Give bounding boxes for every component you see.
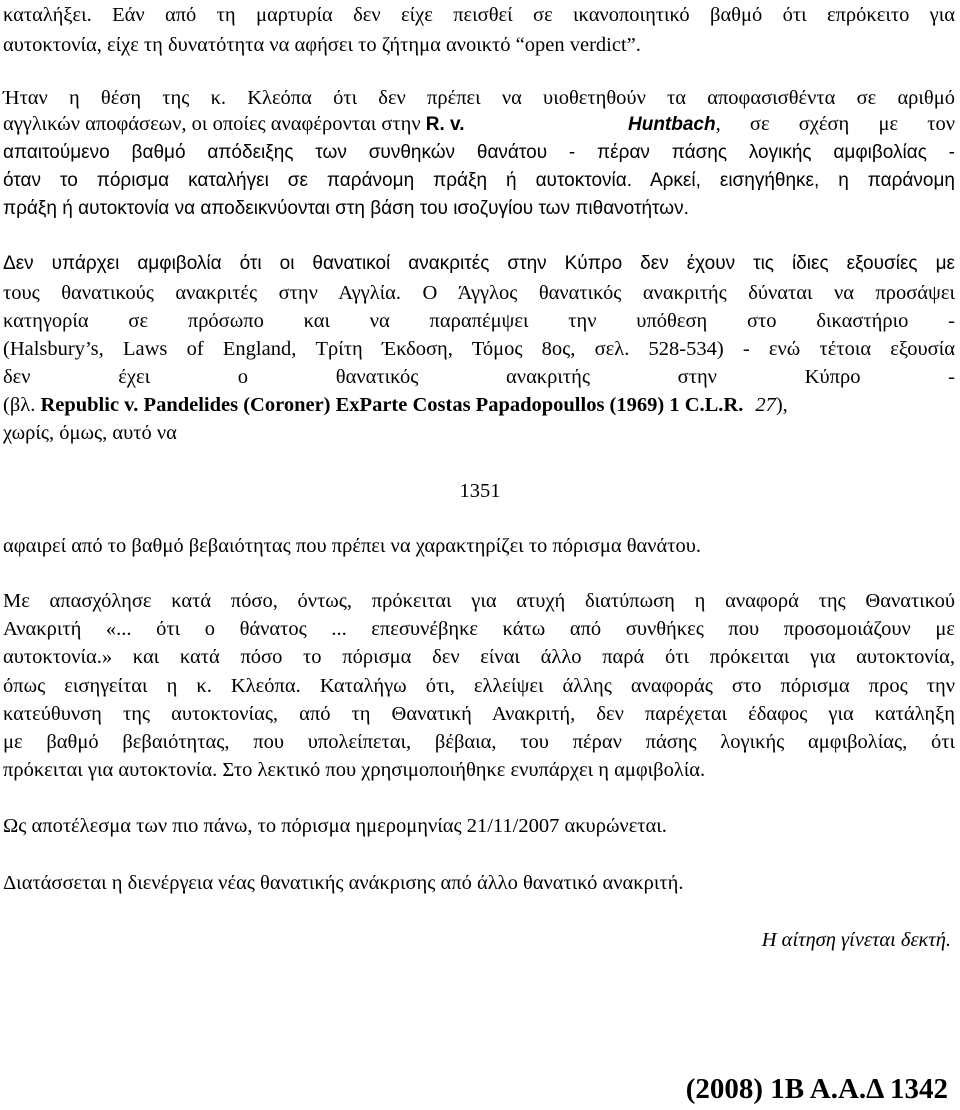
text-line: κατηγορία σε πρόσωπο και να παραπέμψει την υπόθεση στο δικαστήριο - — [3, 310, 955, 332]
text-span: ), — [775, 394, 788, 416]
text-line: χωρίς, όμως, αυτό να — [3, 422, 177, 444]
citation-page: 27 — [755, 394, 776, 416]
text-span: , σε σχέση με τον — [715, 113, 955, 135]
text-line: όταν το πόρισμα καταλήγει σε παράνομη πράξη ή αυτοκτονία. Αρκεί, εισηγήθηκε, η παράνομη — [3, 170, 955, 191]
text-line: όπως εισηγείται η κ. Κλεόπα. Καταλήγω ότι, ελλείψει άλλης αναφοράς στο πόρισμα προς την — [3, 675, 955, 697]
text-line — [628, 111, 955, 137]
case-citation: Republic v. Pandelides (Coroner) ExParte Costas Papadopoullos (1969) 1 C.L.R. — [40, 394, 744, 416]
text-line: πράξη ή αυτοκτονία να αποδεικνύονται στη βάση του ισοζυγίου των πιθανοτήτων. — [3, 198, 689, 219]
text-line: Ως αποτέλεσμα των πιο πάνω, το πόρισμα ημερομηνίας 21/11/2007 ακυρώνεται. — [3, 815, 667, 837]
text-line: Δεν υπάρχει αμφιβολία ότι οι θανατικοί ανακριτές στην Κύπρο δεν έχουν τις ίδιες εξουσίες με — [3, 253, 955, 274]
case-name: Huntbach — [628, 114, 716, 135]
text-line: απαιτούμενο βαθμό απόδειξης των συνθηκών θανάτου - πέραν πάσης λογικής αμφιβολίας - — [3, 142, 955, 163]
text-line: πρόκειται για αυτοκτονία. Στο λεκτικό που χρησιμοποιήθηκε ενυπάρχει η αμφιβολία. — [3, 759, 706, 781]
text-line: Με απασχόλησε κατά πόσο, όντως, πρόκειται για ατυχή διατύπωση η αναφορά της Θανατικού — [3, 590, 955, 612]
case-name: R. v. — [425, 114, 465, 135]
text-line: καταλήξει. Εάν από τη μαρτυρία δεν είχε πεισθεί σε ικανοποιητικό βαθμό ότι επρόκειτο για — [3, 4, 955, 26]
text-line: τους θανατικούς ανακριτές στην Αγγλία. Ο Άγγλος θανατικός ανακριτής δύναται να προσάψει — [3, 282, 955, 304]
text-line: δεν έχει ο θανατικός ανακριτής στην Κύπρο - — [3, 366, 955, 388]
text-line: Διατάσσεται η διενέργεια νέας θανατικής ανάκρισης από άλλο θανατικό ανακριτή. — [3, 872, 684, 894]
text-line: αυτοκτονία.» και κατά πόσο το πόρισμα δεν είναι άλλο παρά ότι πρόκειται για αυτοκτονία, — [3, 646, 955, 668]
text-line: Ήταν η θέση της κ. Κλεόπα ότι δεν πρέπει να υιοθετηθούν τα αποφασισθέντα σε αριθμό — [3, 87, 955, 109]
text-line: αυτοκτονία, είχε τη δυνατότητα να αφήσει το ζήτημα ανοικτό “open verdict”. — [3, 34, 641, 56]
text-line: αφαιρεί από το βαθμό βεβαιότητας που πρέπει να χαρακτηρίζει το πόρισμα θανάτου. — [3, 535, 702, 557]
text-line: με βαθμό βεβαιότητας, που υπολείπεται, βέβαια, του πέραν πάσης λογικής αμφιβολίας, ότι — [3, 731, 955, 753]
text-line — [3, 392, 955, 418]
order-granted: Η αίτηση γίνεται δεκτή. — [761, 929, 951, 951]
text-span: αγγλικών αποφάσεων, οι οποίες αναφέρονται στην — [3, 113, 426, 135]
text-line: (Halsbury’s, Laws of England, Τρίτη Έκδοση, Τόμος 8ος, σελ. 528-534) - ενώ τέτοια εξουσία — [3, 338, 955, 360]
text-line: κατεύθυνση της αυτοκτονίας, από τη Θανατική Ανακριτή, δεν παρέχεται έδαφος για κατάληξη — [3, 703, 955, 725]
text-span: (βλ. — [3, 394, 41, 416]
text-line: Ανακριτή «... ότι ο θάνατος ... επεσυνέβηκε κάτω από συνθήκες που προσομοιάζουν με — [3, 618, 955, 640]
report-citation: (2008) 1B A.A.Δ 1342 — [685, 1073, 948, 1105]
page-number: 1351 — [459, 480, 501, 502]
